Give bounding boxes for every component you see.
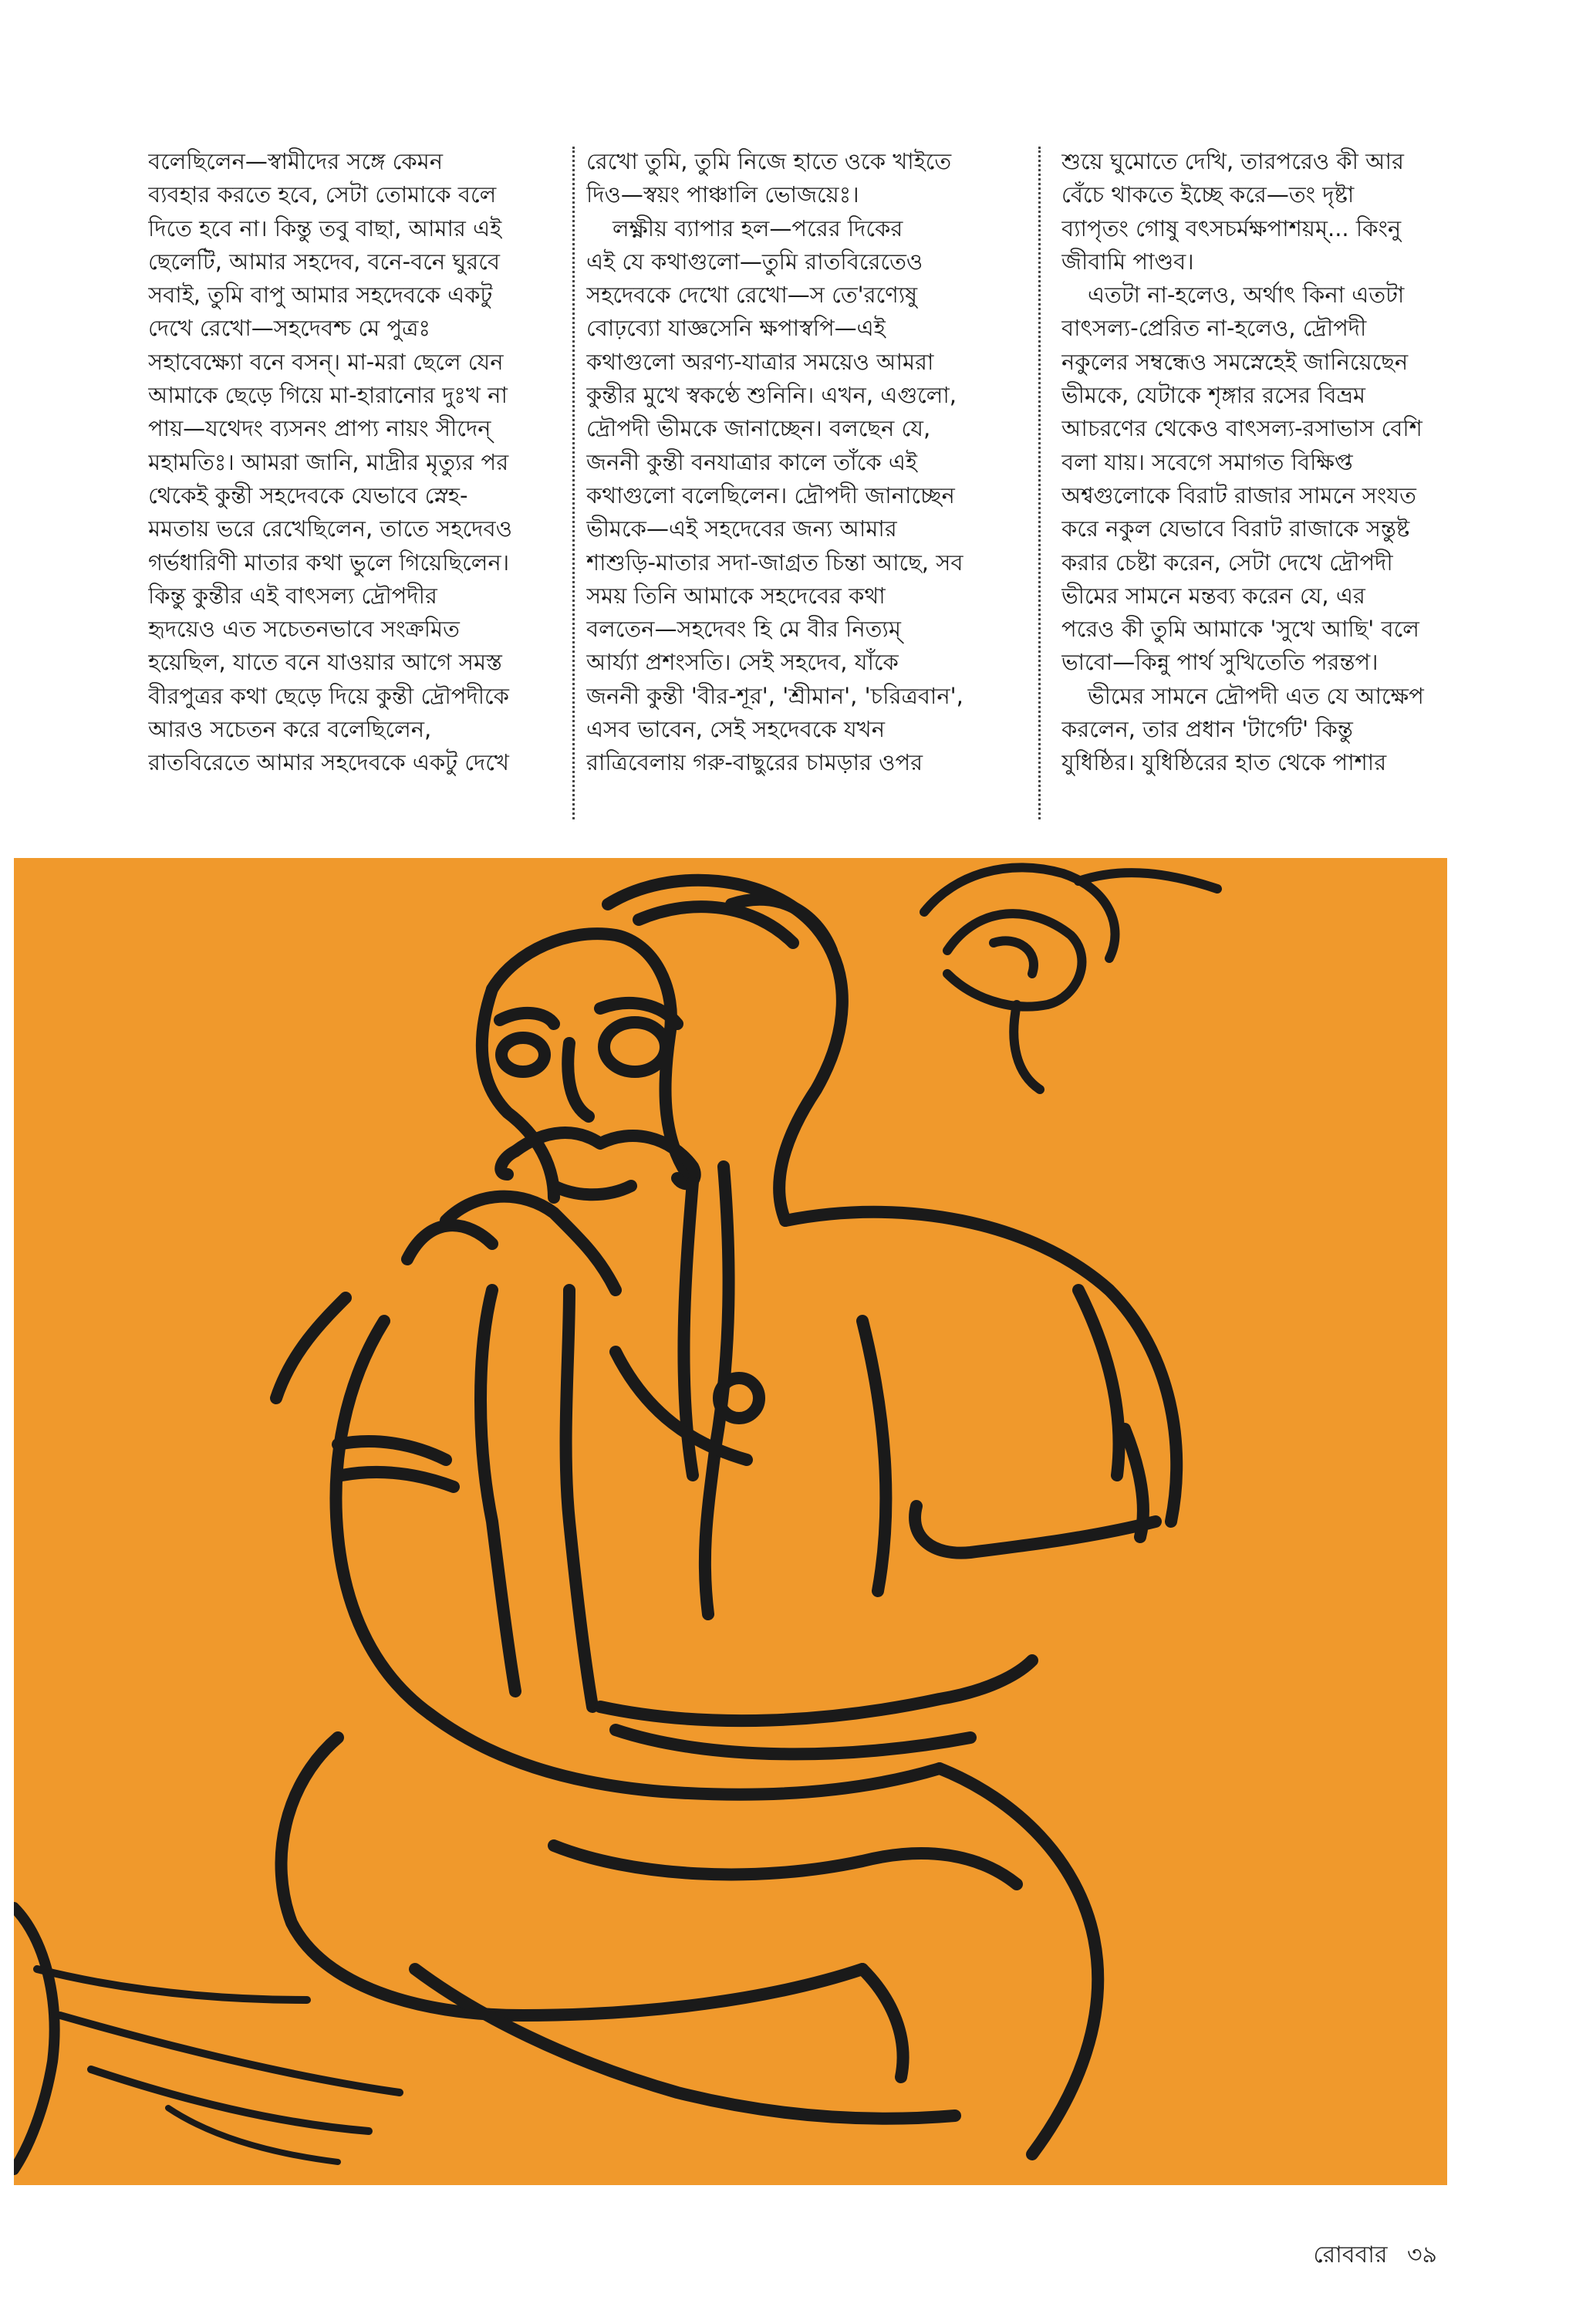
text-line: দ্রৌপদী ভীমকে জানাচ্ছেন। বলছেন যে, xyxy=(586,415,931,442)
text-line: রেখো তুমি, তুমি নিজে হাতে ওকে খাইতে xyxy=(586,148,952,174)
text-line: করলেন, তার প্রধান 'টার্গেট' কিন্তু xyxy=(1061,716,1353,743)
text-line: আচরণের থেকেও বাৎসল্য-রসাভাস বেশি xyxy=(1061,415,1422,442)
text-line: আরও সচেতন করে বলেছিলেন, xyxy=(148,716,432,743)
text-line: আর্য্যা প্রশংসতি। সেই সহদেব, যাঁকে xyxy=(586,649,899,676)
text-line: হয়েছিল, যাতে বনে যাওয়ার আগে সমস্ত xyxy=(148,649,502,676)
text-line: ভীমের সামনে মন্তব্য করেন যে, এর xyxy=(1061,582,1365,609)
text-line: পায়—যথেদং ব্যসনং প্রাপ্য নায়ং সীদেন্ xyxy=(148,415,491,442)
text-line: রাতবিরেতে আমার সহদেবকে একটু দেখে xyxy=(148,749,509,776)
text-line: ব্যাপৃতং গোষু বৎসচর্মক্ষপাশয়ম্... কিংনু xyxy=(1061,214,1402,242)
text-line: কুন্তীর মুখে স্বকণ্ঠে শুনিনি। এখন, এগুলো, xyxy=(586,382,957,409)
text-line: বীরপুত্রর কথা ছেড়ে দিয়ে কুন্তী দ্রৌপদীকে xyxy=(148,682,509,709)
text-line: সহাবেক্ষ্যো বনে বসন্। মা-মরা ছেলে যেন xyxy=(148,348,504,375)
page-folio xyxy=(1313,2236,1437,2275)
text-line: পরেও কী তুমি আমাকে 'সুখে আছি' বলে xyxy=(1061,616,1419,643)
text-line: বলতেন—সহদেবং হি মে বীর নিত্যম্ xyxy=(586,616,901,643)
text-line: ভীমের সামনে দ্রৌপদী এত যে আক্ষেপ xyxy=(1088,682,1424,709)
text-line: মহামতিঃ। আমরা জানি, মাদ্রীর মৃত্যুর পর xyxy=(148,448,509,475)
text-line: সবাই, তুমি বাপু আমার সহদেবকে একটু xyxy=(148,282,493,309)
seated-man-illustration xyxy=(14,858,1447,2185)
page-number: ৩৯ xyxy=(1407,2241,1437,2268)
text-line: লক্ষ্ণীয় ব্যাপার হল—পরের দিকের xyxy=(613,214,903,242)
text-line: শাশুড়ি-মাতার সদা-জাগ্রত চিন্তা আছে, সব xyxy=(586,549,963,576)
text-line: বলেছিলেন—স্বামীদের সঙ্গে কেমন xyxy=(148,148,444,174)
text-line: জননী কুন্তী বনযাত্রার কালে তাঁকে এই xyxy=(586,448,917,475)
publication-name: রোববার xyxy=(1313,2241,1388,2268)
text-line: যুধিষ্ঠির। যুধিষ্ঠিরের হাত থেকে পাশার xyxy=(1061,749,1387,776)
text-line: মমতায় ভরে রেখেছিলেন, তাতে সহদেবও xyxy=(148,515,512,542)
text-line: ছেলেটি, আমার সহদেব, বনে-বনে ঘুরবে xyxy=(148,248,501,275)
text-column-1 xyxy=(148,145,549,824)
text-line: দেখে রেখো—সহদেবশ্চ মে পুত্রঃ xyxy=(148,315,430,342)
text-line: কিন্তু কুন্তীর এই বাৎসল্য দ্রৌপদীর xyxy=(148,582,437,609)
column-divider xyxy=(1038,147,1041,819)
text-line: জীবামি পাণ্ডব। xyxy=(1061,248,1194,275)
text-line: সময় তিনি আমাকে সহদেবের কথা xyxy=(586,582,886,609)
text-line: বলা যায়। সবেগে সমাগত বিক্ষিপ্ত xyxy=(1061,448,1353,475)
text-line: বাৎসল্য-প্রেরিত না-হলেও, দ্রৌপদী xyxy=(1061,315,1367,342)
text-line: ভীমকে—এই সহদেবের জন্য আমার xyxy=(586,515,897,542)
text-line: বোঢ়ব্যো যাজ্ঞসেনি ক্ষপাস্বপি—এই xyxy=(586,315,886,342)
text-line: কথাগুলো বলেছিলেন। দ্রৌপদী জানাচ্ছেন xyxy=(586,481,955,508)
text-line: এতটা না-হলেও, অর্থাৎ কিনা এতটা xyxy=(1088,282,1405,309)
text-line: করার চেষ্টা করেন, সেটা দেখে দ্রৌপদী xyxy=(1061,549,1393,576)
text-line: ব্যবহার করতে হবে, সেটা তোমাকে বলে xyxy=(148,181,497,208)
text-line: এসব ভাবেন, সেই সহদেবকে যখন xyxy=(586,716,886,743)
text-line: অশ্বগুলোকে বিরাট রাজার সামনে সংযত xyxy=(1061,481,1416,508)
text-line: দিও—স্বয়ং পাঞ্চালি ভোজয়েঃ। xyxy=(586,181,859,208)
text-line: গর্ভধারিণী মাতার কথা ভুলে গিয়েছিলেন। xyxy=(148,549,510,576)
text-line: রাত্রিবেলায় গরু-বাছুরের চামড়ার ওপর xyxy=(586,749,923,776)
illustration-drawing xyxy=(14,858,1447,2185)
flower-icon xyxy=(924,867,1217,1089)
text-line: কথাগুলো অরণ্য-যাত্রার সময়েও আমরা xyxy=(586,348,934,375)
text-line: করে নকুল যেভাবে বিরাট রাজাকে সন্তুষ্ট xyxy=(1061,515,1410,542)
text-line: দিতে হবে না। কিন্তু তবু বাছা, আমার এই xyxy=(148,214,502,242)
text-column-2 xyxy=(586,145,987,824)
text-line: শুয়ে ঘুমোতে দেখি, তারপরেও কী আর xyxy=(1061,148,1404,174)
text-line: ভীমকে, যেটাকে শৃঙ্গার রসের বিভ্রম xyxy=(1061,382,1365,409)
text-line: এই যে কথাগুলো—তুমি রাতবিরেতেও xyxy=(586,248,923,275)
text-line: ভাবো—কিন্নু পার্থ সুখিতেতি পরন্তপ। xyxy=(1061,649,1379,676)
text-line: থেকেই কুন্তী সহদেবকে যেভাবে স্নেহ- xyxy=(148,481,468,508)
text-line: নকুলের সম্বন্ধেও সমস্নেহেই জানিয়েছেন xyxy=(1061,348,1409,375)
text-line: আমাকে ছেড়ে গিয়ে মা-হারানোর দুঃখ না xyxy=(148,382,508,409)
text-line: সহদেবকে দেখো রেখো—স তে'রণ্যেষু xyxy=(586,282,918,309)
column-divider xyxy=(572,147,575,819)
text-line: বেঁচে থাকতে ইচ্ছে করে—তং দৃষ্টা xyxy=(1061,181,1355,208)
text-line: জননী কুন্তী 'বীর-শূর', 'শ্রীমান', 'চরিত্রবান', xyxy=(586,682,963,709)
text-column-3 xyxy=(1061,145,1463,824)
text-line: হৃদয়েও এত সচেতনভাবে সংক্রমিত xyxy=(148,616,460,643)
